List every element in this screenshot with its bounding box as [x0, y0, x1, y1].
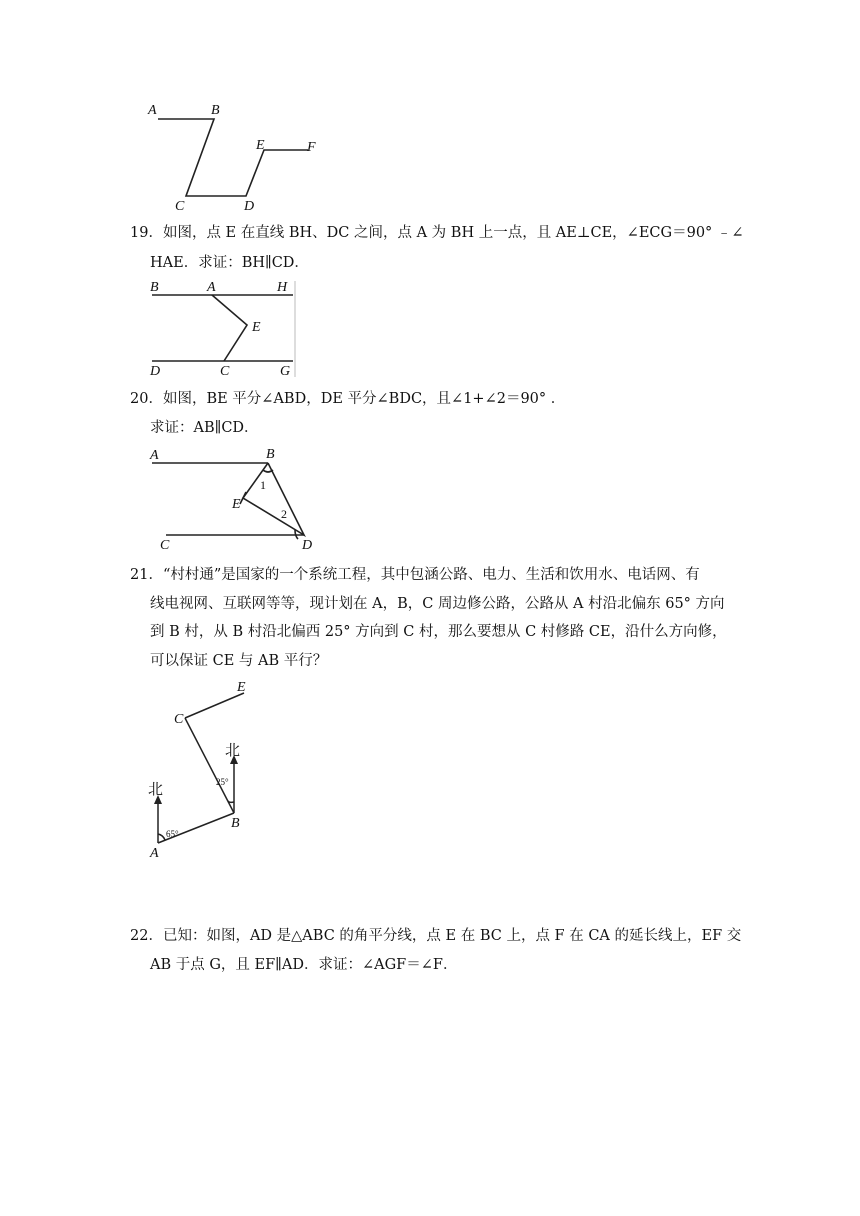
label-A: A [148, 103, 157, 118]
question-20-text-line1: 20．如图，BE 平分∠ABD，DE 平分∠BDC，且∠1+∠2＝90° ． [130, 391, 566, 407]
label-H: H [277, 280, 288, 295]
label-A: A [150, 846, 159, 861]
angle-65-label: 65° [166, 829, 179, 839]
label-C: C [175, 199, 185, 214]
label-C: C [160, 538, 170, 553]
north-label-b: 北 [225, 741, 241, 759]
label-C: C [174, 712, 184, 727]
question-21-text-line3: 到 B 村，从 B 村沿北偏西 25° 方向到 C 村，那么要想从 C 村修路 CE，沿什么方向修， [150, 624, 727, 640]
angle-2-label: 2 [281, 507, 287, 521]
label-D: D [150, 364, 161, 379]
angle-25-label: 25° [216, 777, 229, 787]
figure-21 [140, 675, 280, 865]
label-A: A [150, 448, 159, 463]
angle-1-label: 1 [260, 478, 266, 492]
label-B: B [211, 103, 220, 118]
question-21-text-line4: 可以保证 CE 与 AB 平行？ [150, 653, 328, 669]
question-21-text-line2: 线电视网、互联网等等，现计划在 A，B，C 周边修公路，公路从 A 村沿北偏东 65° 方向 [150, 596, 725, 612]
figure-20 [140, 442, 330, 557]
label-C: C [220, 364, 230, 379]
label-B: B [150, 280, 159, 295]
label-B: B [231, 816, 240, 831]
label-G: G [280, 364, 291, 379]
question-19-text-line2: HAE．求证：BH∥CD． [150, 255, 309, 271]
question-22-text-line2: AB 于点 G，且 EF∥AD．求证：∠AGF＝∠F． [150, 957, 458, 973]
figure-19 [140, 277, 310, 381]
question-22-text-line1: 22．已知：如图，AD 是△ABC 的角平分线，点 E 在 BC 上，点 F 在 CA 的延长线上，EF 交 [130, 928, 742, 944]
label-E: E [252, 320, 261, 335]
label-D: D [302, 538, 313, 553]
question-19-text-line1: 19．如图，点 E 在直线 BH、DC 之间，点 A 为 BH 上一点，且 AE⊥CE，∠ECG＝90° ﹣∠ [130, 225, 744, 241]
figure-18 [140, 95, 340, 215]
label-A: A [207, 280, 216, 295]
label-D: D [244, 199, 255, 214]
question-20-text-line2: 求证：AB∥CD． [150, 420, 259, 436]
question-21-text-line1: 21．“村村通”是国家的一个系统工程，其中包涵公路、电力、生活和饮用水、电话网、有 [130, 567, 700, 583]
north-label-a: 北 [148, 780, 164, 798]
label-E: E [237, 680, 246, 695]
label-E: E [256, 138, 265, 153]
label-B: B [266, 447, 275, 462]
label-E: E [232, 497, 241, 512]
label-F: F [307, 140, 316, 155]
